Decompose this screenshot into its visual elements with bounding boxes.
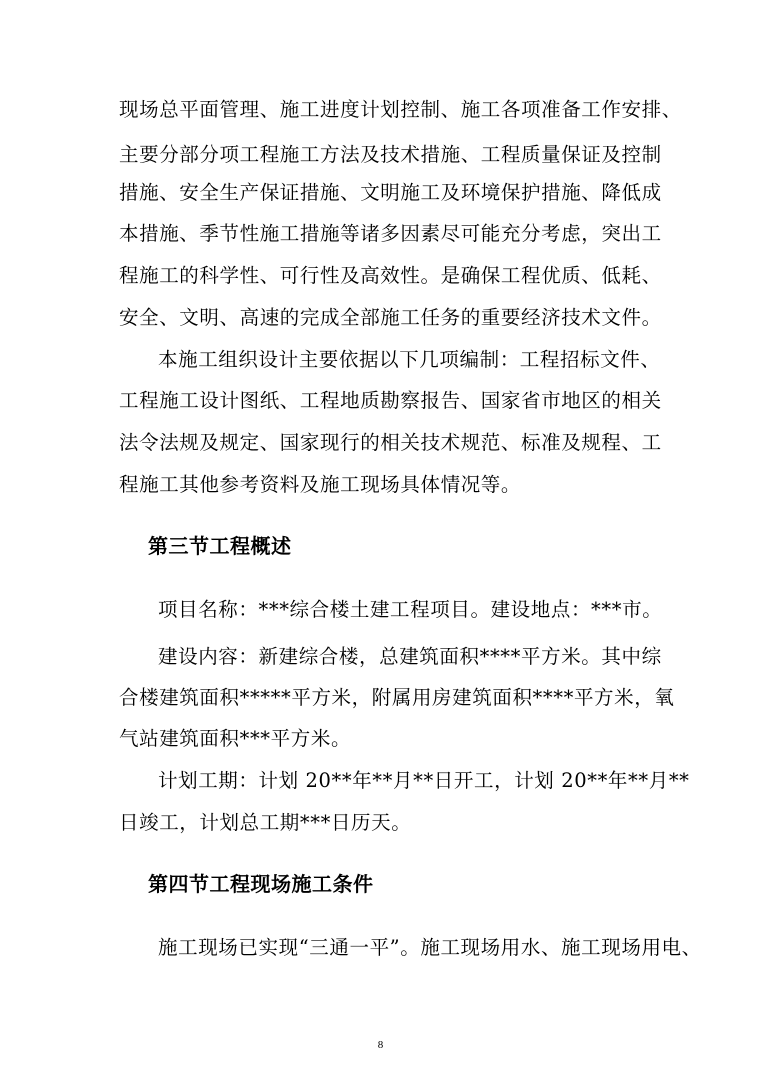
project-line: 项目名称：***综合楼土建工程项目。建设地点：***市。	[158, 598, 663, 621]
body-text-line: 施工现场已实现“三通一平”。施工现场用水、施工现场用电、	[158, 936, 702, 959]
body-text-line: 现场总平面管理、施工进度计划控制、施工各项准备工作安排、	[119, 98, 682, 121]
body-text-line: 本施工组织设计主要依据以下几项编制：工程招标文件、	[158, 348, 661, 371]
body-text-line: 程施工的科学性、可行性及高效性。是确保工程优质、低耗、	[119, 264, 662, 287]
body-text-line: 主要分部分项工程施工方法及技术措施、工程质量保证及控制	[119, 143, 662, 166]
body-text-line: 法令法规及规定、国家现行的相关技术规范、标准及规程、工	[119, 431, 662, 454]
body-text-line: 安全、文明、高速的完成全部施工任务的重要经济技术文件。	[119, 306, 662, 329]
body-text-line: 合楼建筑面积*****平方米，附属用房建筑面积****平方米，氧	[119, 686, 675, 709]
body-text-line: 建设内容：新建综合楼，总建筑面积****平方米。其中综	[158, 645, 662, 668]
body-text-line: 本措施、季节性施工措施等诸多因素尽可能充分考虑，突出工	[119, 222, 662, 245]
body-text-line: 程施工其他参考资料及施工现场具体情况等。	[119, 473, 522, 496]
body-text-line: 气站建筑面积***平方米。	[119, 727, 352, 750]
section-3-heading: 第三节工程概述	[148, 534, 292, 558]
page-number: 8	[377, 1039, 384, 1051]
body-text-line: 工程施工设计图纸、工程地质勘察报告、国家省市地区的相关	[119, 389, 662, 412]
section-4-heading: 第四节工程现场施工条件	[148, 872, 374, 896]
body-text-line: 日竣工，计划总工期***日历天。	[119, 811, 412, 834]
body-text-line: 措施、安全生产保证措施、文明施工及环境保护措施、降低成	[119, 181, 662, 204]
body-text-line: 计划工期：计划 20**年**月**日开工，计划 20**年**月**	[158, 769, 690, 792]
